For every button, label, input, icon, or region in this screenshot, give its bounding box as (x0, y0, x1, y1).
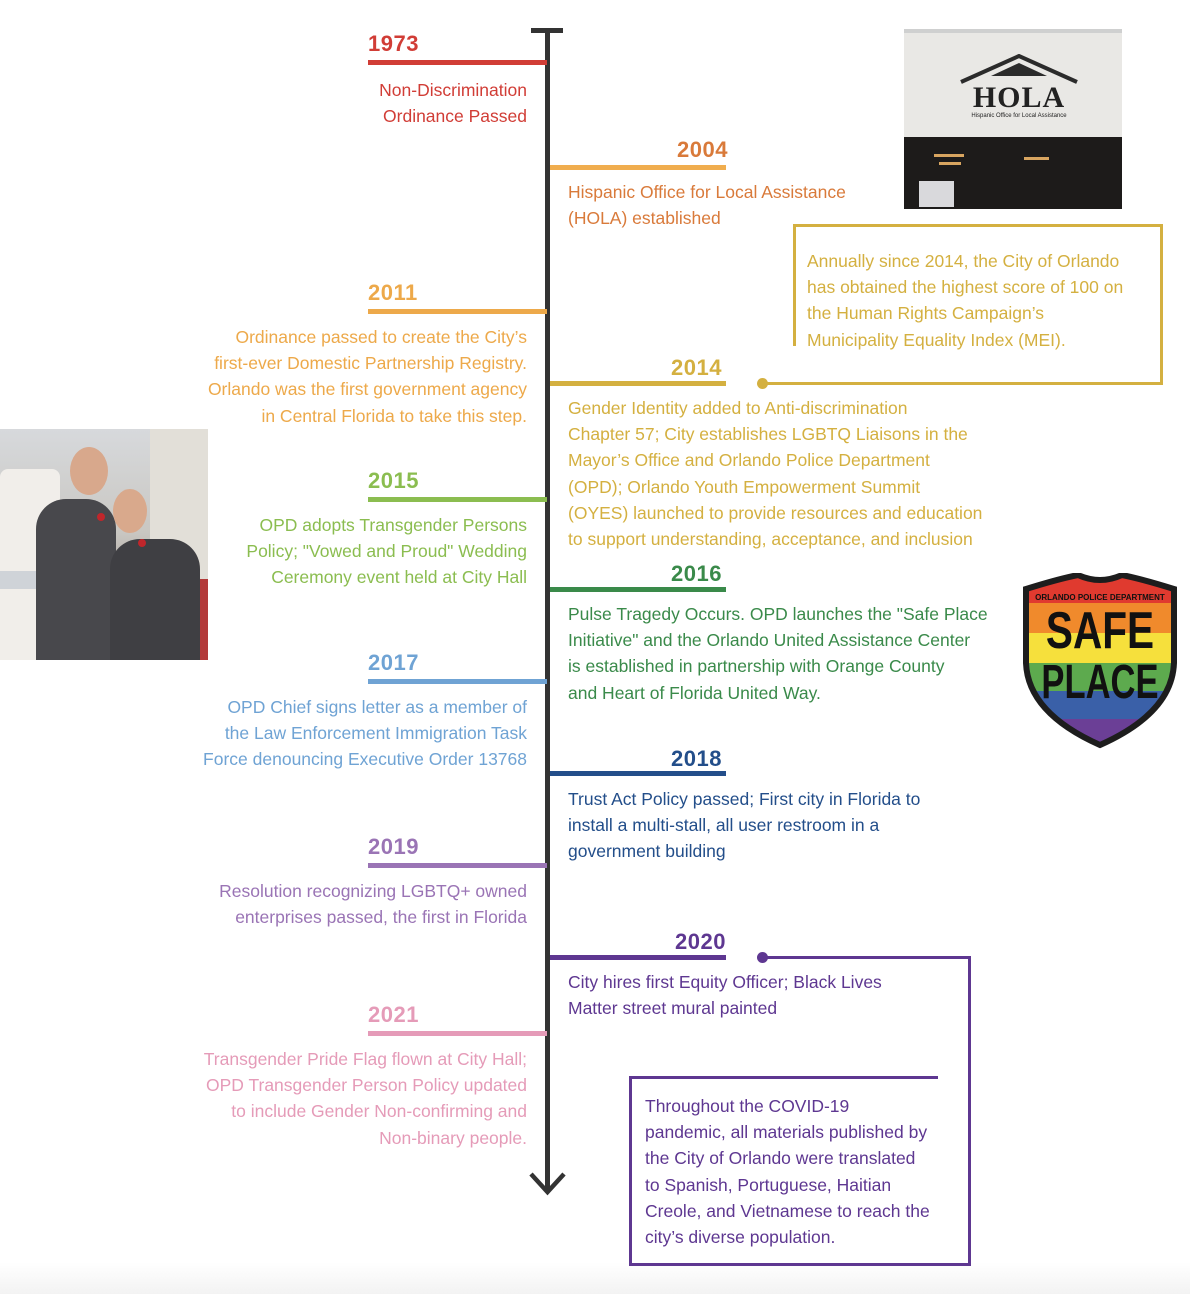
mei-callout-border-left (793, 224, 796, 346)
year-bar-2021 (368, 1031, 547, 1036)
event-text-2019: Resolution recognizing LGBTQ+ owned enterprises passed, the first in Florida (219, 881, 527, 928)
safe-place-line2: PLACE (1041, 656, 1159, 709)
year-2017: 2017 (368, 650, 419, 675)
year-bar-2019 (368, 863, 547, 868)
year-bar-2011 (368, 309, 547, 314)
year-2021: 2021 (368, 1002, 419, 1027)
event-text-2021: Transgender Pride Flag flown at City Hall; OPD Transgender Person Policy updated to include Gender Non-confirming and Non-binary people. (203, 1049, 527, 1148)
timeline-spine (545, 30, 550, 1190)
year-2011: 2011 (368, 280, 418, 305)
event-text-2004: Hispanic Office for Local Assistance (HOLA) established (568, 182, 846, 229)
hola-photo (904, 29, 1122, 209)
year-bar-2015 (368, 497, 547, 502)
year-bar-2014 (550, 381, 726, 386)
year-bar-2018 (550, 771, 726, 776)
safe-place-top-text: ORLANDO POLICE DEPARTMENT (1035, 593, 1165, 602)
mei-callout-text: Annually since 2014, the City of Orlando has obtained the highest score of 100 on the Human Rights Campaign’s Municipality Equality Index (MEI). (807, 251, 1124, 350)
year-bar-2004 (550, 165, 726, 170)
safe-place-line1: SAFE (1045, 602, 1155, 660)
mei-callout-dot (757, 378, 768, 389)
event-text-2014: Gender Identity added to Anti-discrimination Chapter 57; City establishes LGBTQ Liaisons in the Mayor’s Office and Orlando Police Department (OPD); Orlando Youth Empowerment Summit (OYES) launched to provide resources and education to support understanding, acceptance, and inclusion (568, 398, 983, 550)
year-2004: 2004 (677, 137, 728, 162)
event-text-1973: Non-Discrimination Ordinance Passed (379, 80, 527, 127)
year-bar-2016 (550, 587, 726, 592)
event-text-2016: Pulse Tragedy Occurs. OPD launches the "Safe Place Initiative" and the Orlando United Assistance Center is established in partnership with Orange County and Heart of Florida United Way. (568, 604, 988, 703)
year-2014: 2014 (671, 355, 722, 380)
mei-callout-border-top (793, 224, 1163, 227)
year-1973: 1973 (368, 31, 419, 56)
event-text-2015: OPD adopts Transgender Persons Policy; "Vowed and Proud" Wedding Ceremony event held at City Hall (246, 515, 527, 588)
covid-callout-connector (763, 956, 971, 959)
event-text-2018: Trust Act Policy passed; First city in Florida to install a multi-stall, all user restroom in a government building (568, 789, 921, 862)
event-text-2011: Ordinance passed to create the City’s first-ever Domestic Partnership Registry. Orlando was the first government agency in Central Florida to take this step. (207, 327, 527, 426)
year-2016: 2016 (671, 561, 722, 586)
year-2019: 2019 (368, 834, 419, 859)
year-2020: 2020 (675, 929, 726, 954)
wedding-photo (0, 429, 208, 660)
covid-callout-border-left (629, 1076, 632, 1266)
event-text-2017: OPD Chief signs letter as a member of the Law Enforcement Immigration Task Force denouncing Executive Order 13768 (203, 697, 527, 770)
year-bar-1973 (368, 60, 547, 65)
year-bar-2017 (368, 679, 547, 684)
event-text-2020: City hires first Equity Officer; Black Lives Matter street mural painted (568, 972, 882, 1019)
arrow-down-icon (527, 1168, 569, 1198)
safe-place-badge (1018, 573, 1182, 749)
covid-callout-border-bottom (629, 1263, 971, 1266)
year-bar-2020 (550, 955, 726, 960)
year-2015: 2015 (368, 468, 419, 493)
year-2018: 2018 (671, 746, 722, 771)
mei-callout-connector (763, 382, 1163, 385)
hola-logo-text: HOLA (972, 81, 1066, 114)
covid-callout-text: Throughout the COVID-19 pandemic, all materials published by the City of Orlando were translated to Spanish, Portuguese, Haitian Creole, and Vietnamese to reach the city’s diverse population. (645, 1096, 930, 1248)
covid-callout-border-right (968, 956, 971, 1266)
covid-callout-border-top (629, 1076, 938, 1079)
mei-callout-border-right (1160, 224, 1163, 385)
hola-subtitle: Hispanic Office for Local Assistance (971, 113, 1067, 119)
